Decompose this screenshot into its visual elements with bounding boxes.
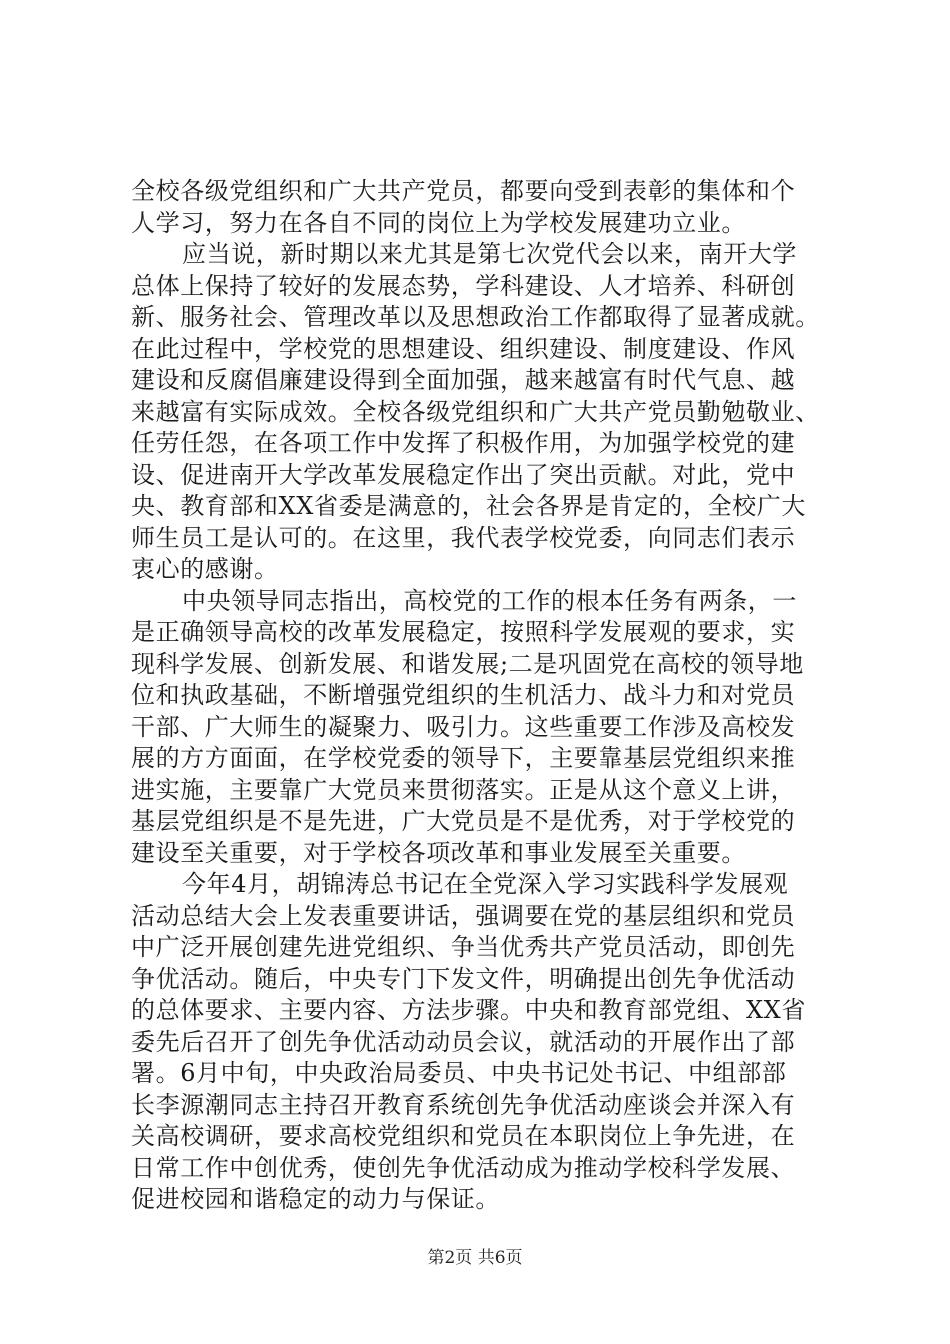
paragraph-1: 全校各级党组织和广大共产党员，都要向受到表彰的集体和个 人学习，努力在各自不同的岗位上为学校发展建功立业。 bbox=[131, 177, 796, 237]
paragraph-3: 中央领导同志指出，高校党的工作的根本任务有两条，一 是正确领导高校的改革发展稳定，按照科学发展观的要求，实 现科学发展、创新发展、和谐发展;二是巩固党在高校的领导地 位和执政基础，不断增强党组织的生机活力、战斗力和对党员 干部、广大师生的凝聚力、吸引力。这些重要工作涉及高校发 展的方方面面，在学校党委的领导下，主要靠基层党组织来推 进实施，主要靠广大党员来贯彻落实。正是从这个意义上讲， 基层党组织是不是先进，广大党员是不是优秀，对于学校党的 建设至关重要，对于学校各项改革和事业发展至关重要。 bbox=[131, 586, 804, 867]
document-body bbox=[131, 176, 849, 1216]
paragraph-2: 应当说，新时期以来尤其是第七次党代会以来，南开大学 总体上保持了较好的发展态势，学科建设、人才培养、科研创 新、服务社会、管理改革以及思想政治工作都取得了显著成就。 在此过程中，学校党的思想建设、组织建设、制度建设、作风 建设和反腐倡廉建设得到全面加强，越来越富有时代气息、越 来越富有实际成效。全校各级党组织和广大共产党员勤勉敬业、 任劳任怨，在各项工作中发挥了积极作用，为加强学校党的建 设、促进南开大学改革发展稳定作出了突出贡献。对此，党中 央、教育部和XX省委是满意的，社会各界是肯定的，全校广大 师生员工是认可的。在这里，我代表学校党委，向同志们表示 衷心的感谢。 bbox=[131, 240, 820, 583]
page-number: 第2页 共6页 bbox=[427, 1248, 523, 1268]
paragraph-4: 今年4月，胡锦涛总书记在全党深入学习实践科学发展观 活动总结大会上发表重要讲话，强调要在党的基层组织和党员 中广泛开展创建先进党组织、争当优秀共产党员活动，即创先 争优活动。随后，中央专门下发文件，明确提出创先争优活动 的总体要求、主要内容、方法步骤。中央和教育部党组、XX省 委先后召开了创先争优活动动员会议，就活动的开展作出了部 署。6月中旬，中央政治局委员、中央书记处书记、中组部部 长李源潮同志主持召开教育系统创先争优活动座谈会并深入有 关高校调研，要求高校党组织和党员在本职岗位上争先进，在 日常工作中创优秀，使创先争优活动成为推动学校科学发展、 促进校园和谐稳定的动力与保证。 bbox=[131, 870, 806, 1213]
